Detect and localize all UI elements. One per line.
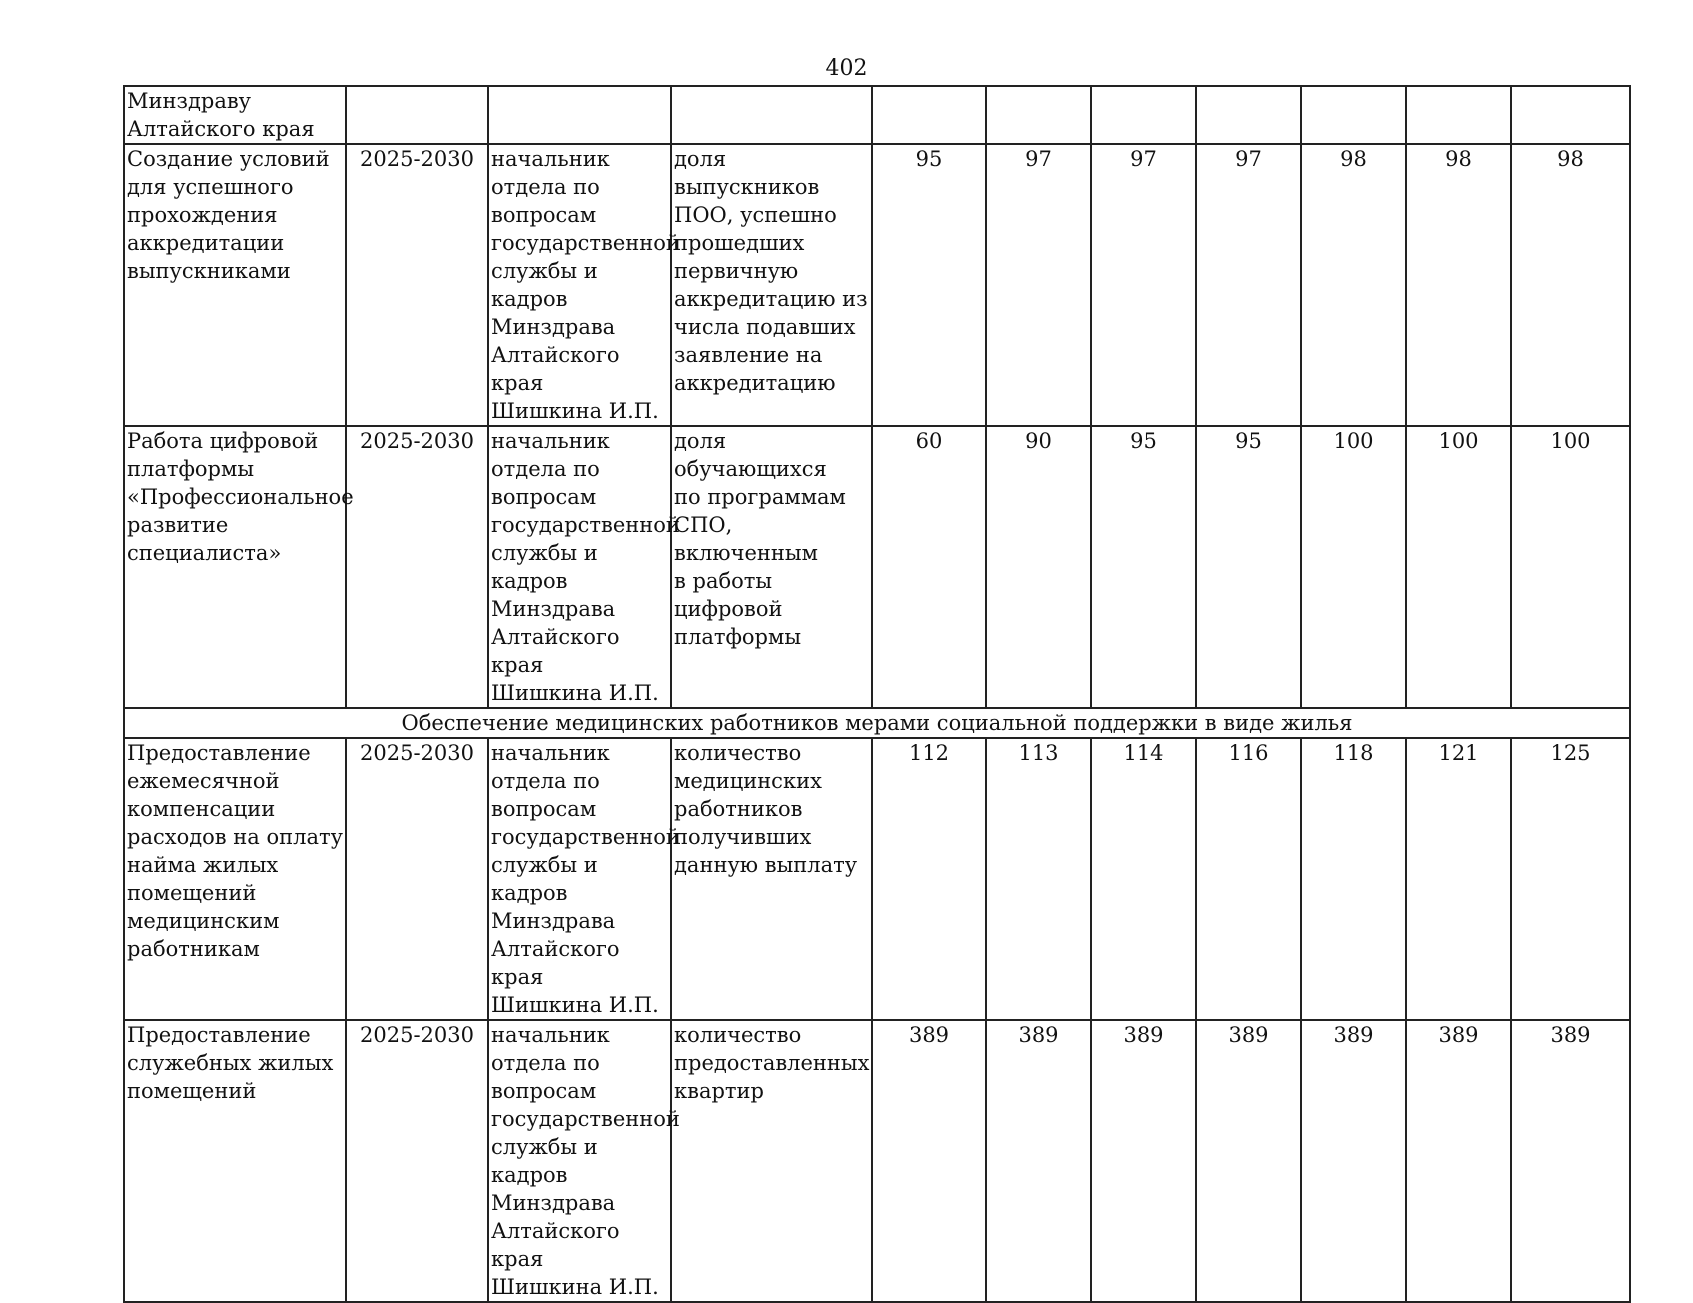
indicator-cell — [671, 144, 872, 426]
table-row — [124, 426, 1630, 708]
activity-cell — [124, 738, 346, 1020]
value-cell-2 — [986, 86, 1091, 144]
value-cell-7: 389 — [1511, 1020, 1630, 1302]
indicator-cell — [671, 738, 872, 1020]
activity-cell — [124, 426, 354, 708]
responsible-cell-text: начальник отдела по вопросам государственной службы и кадров Минздрава Алтайского края Шишкина И.П. — [491, 1023, 680, 1299]
value-cell-7: 100 — [1511, 426, 1630, 708]
period-cell — [346, 1020, 488, 1302]
indicator-cell-text: доля выпускников ПОО, успешно прошедших первичную аккредитацию из числа подавших заявление на аккредитацию — [674, 147, 868, 395]
value-cell-7: 125 — [1511, 738, 1630, 1020]
responsible-cell — [488, 144, 680, 426]
value-cell-5: 100 — [1301, 426, 1406, 708]
value-cell-5: 98 — [1301, 144, 1406, 426]
indicator-cell — [671, 86, 872, 144]
activity-cell-text: Предоставление служебных жилых помещений — [127, 1023, 334, 1103]
value-cell-5 — [1301, 86, 1406, 144]
period-cell — [346, 426, 488, 708]
value-cell-3: 389 — [1091, 1020, 1196, 1302]
period-cell — [346, 738, 488, 1020]
section-title: Обеспечение медицинских работников мерами социальной поддержки в виде жилья — [124, 708, 1630, 738]
value-cell-2: 113 — [986, 738, 1091, 1020]
value-cell-1: 389 — [872, 1020, 986, 1302]
value-cell-3: 97 — [1091, 144, 1196, 426]
table-body — [124, 86, 1630, 1302]
responsible-cell — [488, 1020, 680, 1302]
value-cell-4: 95 — [1196, 426, 1301, 708]
value-cell-5: 389 — [1301, 1020, 1406, 1302]
value-cell-2: 90 — [986, 426, 1091, 708]
value-cell-3: 95 — [1091, 426, 1196, 708]
value-cell-4 — [1196, 86, 1301, 144]
value-cell-1: 112 — [872, 738, 986, 1020]
value-cell-7: 98 — [1511, 144, 1630, 426]
value-cell-2: 97 — [986, 144, 1091, 426]
activity-cell-text: Создание условий для успешного прохождения аккредитации выпускниками — [127, 147, 330, 283]
measures-table — [123, 85, 1631, 1303]
value-cell-6: 389 — [1406, 1020, 1511, 1302]
indicator-cell — [671, 1020, 872, 1302]
value-cell-5: 118 — [1301, 738, 1406, 1020]
activity-cell — [124, 1020, 346, 1302]
responsible-cell — [488, 738, 680, 1020]
period-cell-text: 2025-2030 — [360, 429, 474, 453]
indicator-cell-text: количество медицинских работников получивших данную выплату — [674, 741, 858, 877]
value-cell-3 — [1091, 86, 1196, 144]
table-row — [124, 1020, 1630, 1302]
value-cell-6 — [1406, 86, 1511, 144]
value-cell-6: 121 — [1406, 738, 1511, 1020]
responsible-cell-text: начальник отдела по вопросам государственной службы и кадров Минздрава Алтайского края Шишкина И.П. — [491, 741, 680, 1017]
period-cell — [346, 144, 488, 426]
indicator-cell — [671, 426, 872, 708]
indicator-cell-text: доля обучающихся по программам СПО, включенным в работы цифровой платформы — [674, 429, 846, 649]
activity-cell-text: Минздраву Алтайского края — [127, 89, 315, 141]
value-cell-1: 95 — [872, 144, 986, 426]
activity-cell — [124, 144, 346, 426]
activity-cell-text: Работа цифровой платформы «Профессиональное развитие специалиста» — [127, 429, 354, 565]
section-row — [124, 708, 1630, 738]
activity-cell — [124, 86, 346, 144]
value-cell-6: 100 — [1406, 426, 1511, 708]
period-cell — [346, 86, 488, 144]
value-cell-7 — [1511, 86, 1630, 144]
responsible-cell — [488, 86, 671, 144]
period-cell-text: 2025-2030 — [360, 741, 474, 765]
page-number: 402 — [825, 56, 868, 81]
value-cell-3: 114 — [1091, 738, 1196, 1020]
activity-cell-text: Предоставление ежемесячной компенсации расходов на оплату найма жилых помещений медицинским работникам — [127, 741, 343, 961]
table-row — [124, 86, 1630, 144]
value-cell-4: 389 — [1196, 1020, 1301, 1302]
value-cell-2: 389 — [986, 1020, 1091, 1302]
table-row — [124, 738, 1630, 1020]
value-cell-4: 116 — [1196, 738, 1301, 1020]
responsible-cell-text: начальник отдела по вопросам государственной службы и кадров Минздрава Алтайского края Шишкина И.П. — [491, 147, 680, 423]
value-cell-1 — [872, 86, 986, 144]
value-cell-4: 97 — [1196, 144, 1301, 426]
value-cell-6: 98 — [1406, 144, 1511, 426]
indicator-cell-text: количество предоставленных квартир — [674, 1023, 870, 1103]
period-cell-text: 2025-2030 — [360, 147, 474, 171]
responsible-cell-text: начальник отдела по вопросам государственной службы и кадров Минздрава Алтайского края Шишкина И.П. — [491, 429, 680, 705]
responsible-cell — [488, 426, 680, 708]
table-row — [124, 144, 1630, 426]
period-cell-text: 2025-2030 — [360, 1023, 474, 1047]
value-cell-1: 60 — [872, 426, 986, 708]
